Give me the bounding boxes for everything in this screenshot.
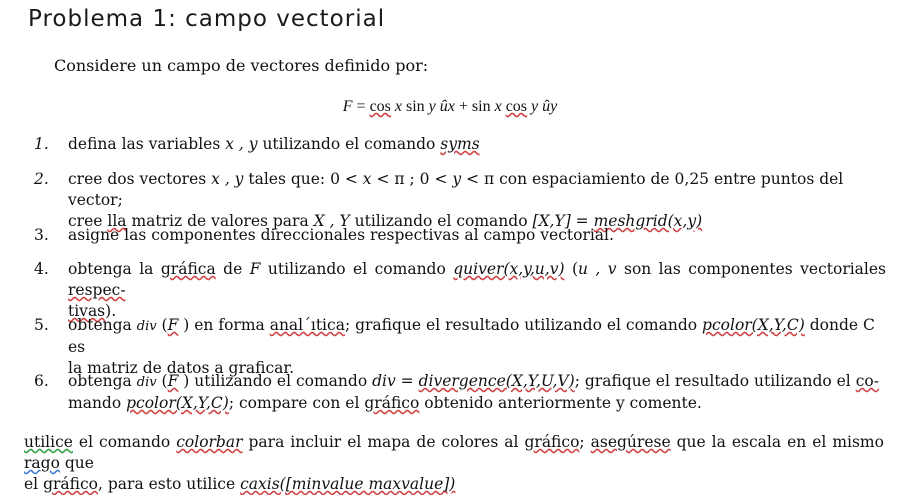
word-grafico: gráfico xyxy=(524,433,580,451)
item-number: 6. xyxy=(34,372,49,390)
word-utilice: utilice xyxy=(24,433,73,451)
intro-text: Considere un campo de vectores definido por: xyxy=(54,56,429,75)
item-text: obtenga xyxy=(68,316,132,334)
footer-text: ; xyxy=(579,433,585,451)
item-text: utilizando el comando xyxy=(267,260,446,278)
hyphenated-word: respec- xyxy=(68,281,126,299)
math-vars: x , y xyxy=(225,135,258,153)
item-text: ; grafique el resultado utilizando el comando xyxy=(344,316,698,334)
command-divergence: divergence(X,Y,U,V) xyxy=(418,372,575,390)
footer-text: el xyxy=(24,475,39,493)
list-item xyxy=(34,259,887,320)
item-text: < π ; 0 < xyxy=(376,170,448,188)
formula-fn: sin xyxy=(406,98,425,115)
item-text: de xyxy=(223,260,243,278)
footer-text: para incluir el mapa de colores al xyxy=(248,433,519,451)
vector-field-formula xyxy=(0,98,900,116)
item-text: cree xyxy=(68,212,103,230)
footer-text: que xyxy=(64,454,94,472)
command-meshgrid: meshgrid(x,y) xyxy=(593,212,703,230)
list-item xyxy=(34,169,886,230)
footer-text: el comando xyxy=(78,433,171,451)
item-text: la matriz de datos a graficar. xyxy=(68,359,295,377)
formula-fn: cos xyxy=(505,98,528,115)
item-text: ; grafique el resultado utilizando el xyxy=(574,372,851,390)
formula-fn: cos xyxy=(369,98,391,115)
item-text: ( xyxy=(571,260,579,278)
word-grafico: gráfico xyxy=(364,394,420,412)
formula-var: x xyxy=(394,98,402,115)
math-div: div xyxy=(136,375,157,390)
list-item xyxy=(34,134,886,169)
formula-var: y xyxy=(531,98,539,115)
math-var: F xyxy=(167,372,179,390)
item-text: mando xyxy=(68,394,122,412)
item-text: < π con espaciamiento de 0,25 entre puntos del vector; xyxy=(68,170,844,209)
hyphenated-word: tivas xyxy=(68,302,106,320)
item-number: 4. xyxy=(34,260,49,278)
item-text: ). xyxy=(105,302,117,320)
item-text: tales que: 0 < xyxy=(248,170,358,188)
math-vars: u , v xyxy=(578,260,617,278)
item-number: 2. xyxy=(34,170,49,188)
list-item xyxy=(34,371,886,421)
item-number: 5. xyxy=(34,316,49,334)
formula-var: x xyxy=(494,98,502,115)
item-text: ) utilizando el comando xyxy=(183,372,368,390)
word-grafico: gráfico xyxy=(43,475,99,493)
command-colorbar: colorbar xyxy=(176,433,243,451)
item-text: obtenga la xyxy=(68,260,154,278)
word-rago: rago xyxy=(24,454,60,472)
item-text: obtenido anteriormente y comente. xyxy=(424,394,702,412)
item-text: ) en forma xyxy=(183,316,265,334)
math-vars: X , Y xyxy=(313,212,350,230)
formula-plus: + xyxy=(458,98,468,115)
item-text: defina las variables xyxy=(68,135,221,153)
word-grafica: gráfica xyxy=(160,260,216,278)
word-asegurese: asegúrese xyxy=(590,433,671,451)
command-assign: div = xyxy=(372,372,414,390)
item-number: 1. xyxy=(34,135,49,153)
item-text: utilizando el comando xyxy=(354,212,528,230)
list-item xyxy=(34,225,886,259)
command-caxis: caxis([minvalue maxvalue]) xyxy=(240,475,456,493)
item-text: ; compare con el xyxy=(228,394,360,412)
unit-vector-x: ûx xyxy=(439,98,455,115)
command-pcolor: pcolor(X,Y,C) xyxy=(126,394,229,412)
item-text: obtenga xyxy=(68,372,132,390)
formula-var: y xyxy=(428,98,436,115)
formula-eq: = xyxy=(356,98,366,115)
math-div: div xyxy=(136,319,157,334)
math-var: F xyxy=(167,316,179,334)
unit-vector-y: ûy xyxy=(542,98,558,115)
formula-lhs: F xyxy=(342,98,353,115)
math-var: y xyxy=(452,170,462,188)
item-text: cree dos vectores xyxy=(68,170,207,188)
math-var: F xyxy=(249,260,261,278)
command-pcolor: pcolor(X,Y,C) xyxy=(702,316,805,334)
formula-fn: sin xyxy=(471,98,491,115)
item-text: asigne las componentes direccionales respectivas al campo vectorial. xyxy=(68,226,614,244)
misspelled-word: lla xyxy=(107,212,127,230)
task-list xyxy=(34,134,886,421)
item-text: matriz de valores para xyxy=(131,212,309,230)
item-text: ( xyxy=(161,372,168,390)
command-syms: syms xyxy=(440,135,480,153)
math-var: x xyxy=(362,170,372,188)
page-title: Problema 1: campo vectorial xyxy=(28,6,386,32)
footer-text: que la escala en el mismo xyxy=(676,433,884,451)
math-vars: x , y xyxy=(211,170,244,188)
command-quiver: quiver(x,y,u,v) xyxy=(453,260,565,278)
item-text: utilizando el comando xyxy=(262,135,436,153)
list-item xyxy=(34,315,886,377)
item-text: ( xyxy=(161,316,168,334)
hyphenated-word: co- xyxy=(855,372,879,390)
footer-text: , para esto utilice xyxy=(98,475,236,493)
misspelled-word: anal´ıtica xyxy=(269,316,345,334)
item-text: donde C es xyxy=(68,316,875,356)
item-number: 3. xyxy=(34,226,49,244)
command-assign: [X,Y] = xyxy=(532,212,589,230)
item-text: son las componentes vectoriales xyxy=(623,260,887,278)
footer-note xyxy=(24,432,884,495)
